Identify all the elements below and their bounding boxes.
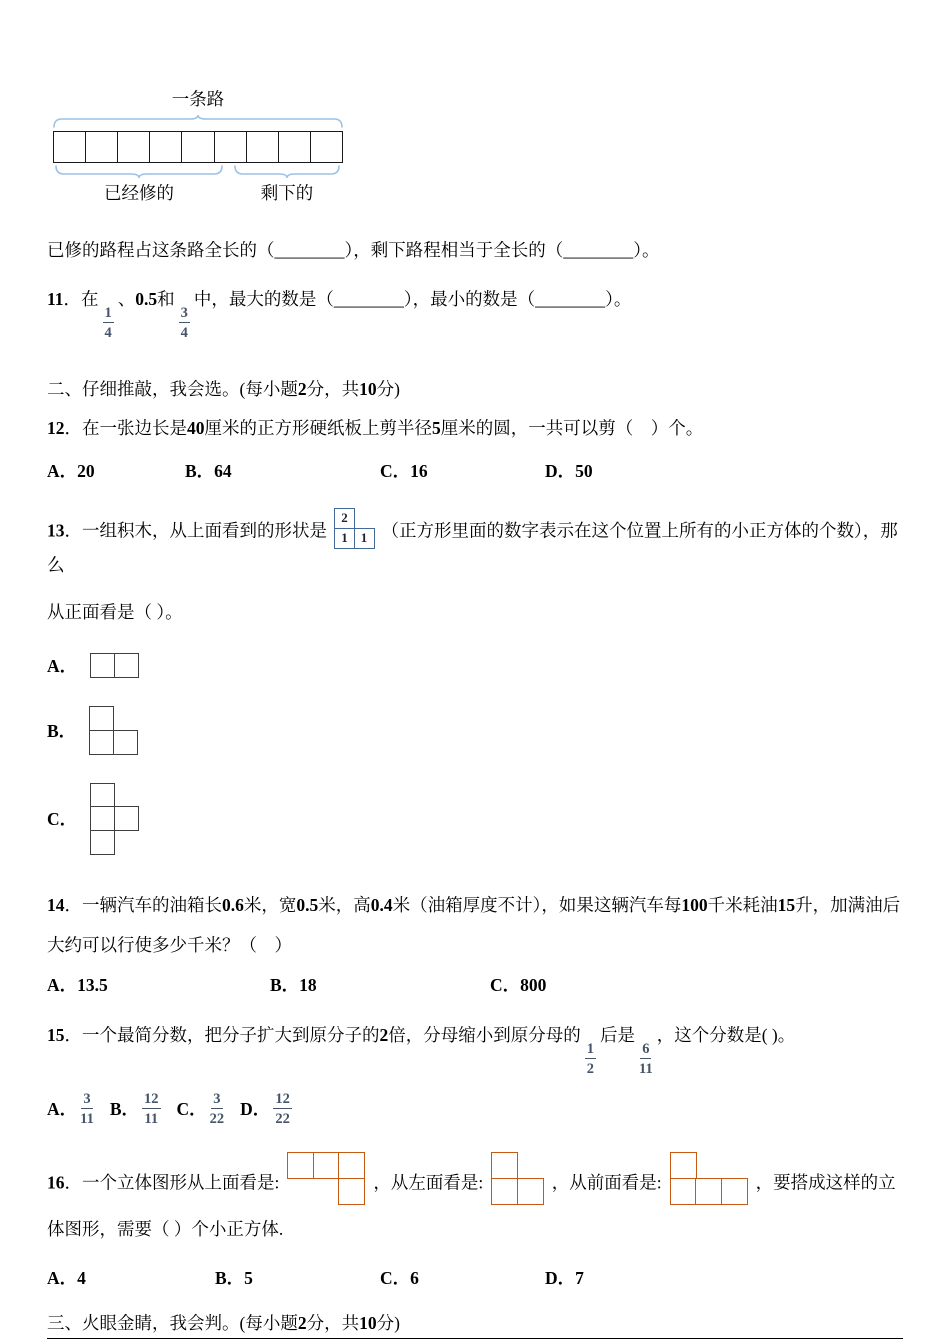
numerator: 3 [179, 304, 190, 323]
denominator: 4 [180, 325, 188, 342]
fraction-3-22 [210, 1090, 225, 1128]
fill-blank-line: 已修的路程占这条路全长的（________），剩下路程相当于全长的（________）。 [47, 240, 660, 260]
denominator: 22 [209, 1110, 225, 1127]
q15-option-c-label: C． [176, 1099, 207, 1120]
shape-cell [517, 1178, 544, 1205]
q13-option-c [47, 783, 903, 855]
shape-cell [670, 1152, 697, 1179]
shape-cell [114, 653, 139, 678]
fraction-1-2 [585, 1040, 596, 1078]
question-12: 12．在一张边长是40厘米的正方形硬纸板上剪半径5厘米的圆，一共可以剪（ ）个。 [47, 417, 704, 438]
q16-left-view-shape [491, 1152, 544, 1205]
top-brace [53, 114, 343, 128]
q15-option-d-label: D． [240, 1099, 271, 1120]
fraction-3-4 [179, 304, 190, 342]
q13-option-a [47, 653, 903, 678]
q11-pre: 11．在 [47, 289, 99, 310]
q15-option-c [177, 1090, 225, 1128]
road-segment [182, 132, 214, 162]
q15-option-d [240, 1090, 292, 1128]
q13-option-b-label: B． [47, 721, 77, 741]
section-2-heading: 二、仔细推敲，我会选。(每小题2分，共10分) [47, 378, 400, 399]
shape-cell [491, 1152, 518, 1179]
right-brace [234, 165, 340, 179]
road-segment [279, 132, 311, 162]
q16-post: ，要搭成这样的立 [755, 1172, 896, 1193]
shape-cell [287, 1152, 314, 1179]
shape-cell [695, 1178, 722, 1205]
q14-options [47, 969, 903, 1002]
q15-option-b [110, 1090, 161, 1128]
q13-top-view-grid [334, 508, 375, 549]
q13-post: （正方形里面的数字表示在这个位置上所有的小正方体的个数），那么 [47, 520, 898, 575]
q16-front-view-shape [670, 1152, 748, 1205]
q16-option-c: C．6 [380, 1267, 419, 1288]
question-16 [47, 1152, 903, 1205]
q16-line2: 体图形，需要（ ）个小正方体. [47, 1218, 284, 1239]
q13-line2: 从正面看是（ ）。 [47, 602, 183, 622]
shape-cell: 2 [334, 508, 355, 529]
shape-cell: 1 [334, 528, 355, 549]
road-segment [311, 132, 342, 162]
road-segment [215, 132, 247, 162]
shape-cell [90, 830, 115, 855]
numerator: 12 [142, 1090, 161, 1109]
denominator: 2 [586, 1060, 594, 1077]
road-labels [53, 180, 343, 204]
q16-option-b: B．5 [215, 1267, 253, 1288]
road-diagram-title: 一条路 [171, 89, 225, 109]
q13-option-a-shape [90, 653, 139, 678]
shape-cell [90, 806, 115, 831]
question-11 [47, 283, 903, 342]
q16-top-view-shape [287, 1152, 365, 1205]
q12-option-a: A．20 [47, 461, 95, 481]
shape-cell [114, 806, 139, 831]
numerator: 3 [81, 1090, 92, 1109]
shape-cell [313, 1152, 340, 1179]
section-3-heading: 三、火眼金睛，我会判。(每小题2分，共10分) [47, 1313, 400, 1333]
q12-options [47, 455, 903, 488]
shape-cell [113, 730, 138, 755]
shape-cell [90, 783, 115, 808]
q13-option-b-shape [89, 706, 138, 755]
q16-option-d: D．7 [545, 1267, 584, 1288]
road-bar [53, 131, 343, 163]
shape-cell [491, 1178, 518, 1205]
shape-cell [338, 1152, 365, 1179]
q13-pre: 13．一组积木，从上面看到的形状是 [47, 520, 327, 541]
shape-cell [670, 1178, 697, 1205]
denominator: 11 [639, 1060, 653, 1077]
road-segment [118, 132, 150, 162]
left-brace [55, 165, 223, 179]
q13-option-a-label: A． [47, 656, 78, 677]
q15-option-a [47, 1090, 94, 1128]
q14-option-c: C．800 [490, 975, 547, 996]
fraction-12-11 [142, 1090, 161, 1128]
fraction-12-22 [273, 1090, 292, 1128]
q12-option-b: B．64 [185, 461, 232, 481]
q13-option-c-label: C． [47, 809, 78, 830]
q16-pre: 16．一个立体图形从上面看是: [47, 1172, 280, 1193]
numerator: 1 [585, 1040, 596, 1059]
page-bottom-rule [47, 1338, 903, 1339]
fraction-3-11 [80, 1090, 94, 1128]
q14-option-b: B．18 [270, 975, 317, 996]
q15-post: ，这个分数是( )。 [656, 1024, 796, 1045]
q11-post: 中，最大的数是（________），最小的数是（________）。 [193, 289, 632, 310]
road-brace-row [53, 165, 343, 180]
road-segment [86, 132, 118, 162]
fraction-6-11 [639, 1040, 653, 1078]
q15-option-b-label: B． [109, 1099, 140, 1120]
q15-mid: 后是 [600, 1024, 635, 1045]
numerator: 6 [640, 1040, 651, 1059]
shape-cell [90, 653, 115, 678]
q16-mid1: ，从左面看是: [373, 1172, 484, 1193]
denominator: 4 [104, 325, 112, 342]
road-segment [247, 132, 279, 162]
question-13 [47, 508, 903, 582]
q13-option-c-shape [90, 783, 139, 855]
q12-option-c: C．16 [380, 461, 428, 481]
denominator: 22 [275, 1110, 290, 1127]
numerator: 12 [273, 1090, 292, 1109]
shape-cell [338, 1178, 365, 1205]
q12-option-d: D．50 [545, 461, 593, 481]
label-repaired: 已经修的 [104, 183, 174, 203]
numerator: 1 [103, 304, 114, 323]
q15-options [47, 1090, 903, 1128]
shape-cell [721, 1178, 748, 1205]
q13-option-b [47, 706, 903, 755]
denominator: 11 [80, 1110, 94, 1127]
shape-cell: 1 [354, 528, 375, 549]
road-diagram [53, 86, 353, 204]
road-segment [54, 132, 86, 162]
fraction-1-4 [103, 304, 114, 342]
shape-cell [89, 730, 114, 755]
question-14: 14．一辆汽车的油箱长0.6米，宽0.5米，高0.4米（油箱厚度不计），如果这辆汽车每100千米耗油15升，加满油后大约可以行使多少千米？（ ） [47, 894, 901, 955]
q14-option-a: A．13.5 [47, 975, 108, 996]
q15-option-a-label: A． [47, 1099, 78, 1120]
shape-cell [89, 706, 114, 731]
question-15 [47, 1019, 903, 1078]
q11-mid: 、0.5和 [117, 289, 175, 310]
q16-mid2: ，从前面看是: [551, 1172, 662, 1193]
label-remaining: 剩下的 [260, 183, 314, 203]
denominator: 11 [144, 1110, 159, 1127]
q16-option-a: A．4 [47, 1267, 86, 1288]
q15-pre: 15．一个最简分数，把分子扩大到原分子的2倍，分母缩小到原分母的 [47, 1024, 581, 1045]
road-segment [150, 132, 182, 162]
q16-options [47, 1262, 903, 1295]
numerator: 3 [211, 1090, 222, 1109]
